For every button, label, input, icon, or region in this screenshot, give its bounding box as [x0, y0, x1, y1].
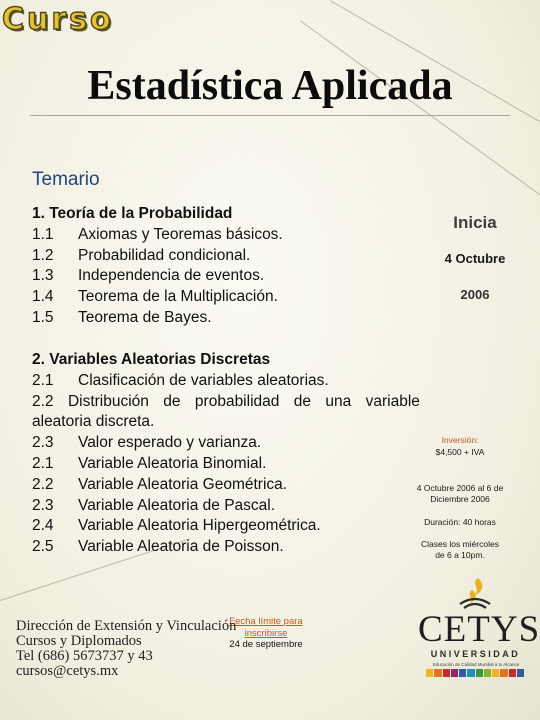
start-year: 2006 — [460, 287, 490, 302]
item-word: variable — [365, 392, 420, 410]
color-stripe-segment — [484, 669, 491, 677]
item-text: Teorema de Bayes. — [78, 308, 212, 326]
course-dates-line2: Diciembre 2006 — [430, 494, 490, 504]
list-item — [32, 392, 420, 413]
item-number: 2.1 — [32, 371, 54, 389]
start-date: 4 Octubre — [444, 251, 506, 266]
deadline-date: 24 de septiembre — [229, 639, 303, 650]
temario-heading: Temario — [32, 169, 100, 190]
item-text: Variable Aleatoria de Pascal. — [78, 496, 276, 514]
list-item — [32, 454, 420, 475]
color-stripe-segment — [517, 669, 524, 677]
list-item — [32, 287, 283, 308]
item-text: Variable Aleatoria Hipergeométrica. — [78, 517, 321, 535]
item-text: Variable Aleatoria Geométrica. — [78, 475, 288, 493]
color-stripe — [426, 669, 524, 677]
item-word: de — [293, 392, 312, 410]
class-schedule — [400, 539, 520, 561]
item-word: de — [163, 392, 181, 410]
item-text: Clasificación de variables aleatorias. — [78, 371, 329, 389]
color-stripe-segment — [451, 669, 458, 677]
start-label: Inicia — [453, 213, 497, 232]
contact-department: Dirección de Extensión y Vinculación — [16, 618, 237, 634]
cetys-tagline: Educación de Calidad Mundial a tu Alcance — [432, 662, 520, 667]
list-item — [32, 266, 283, 287]
item-text: Variable Aleatoria de Poisson. — [78, 538, 284, 556]
schedule-line2: de 6 a 10pm. — [435, 550, 485, 560]
item-word: probabilidad — [194, 392, 280, 410]
deadline-label-line1: Fecha límite para — [229, 616, 303, 627]
deadline-label-line2: inscribirse — [244, 627, 288, 639]
item-number: 1.5 — [32, 308, 54, 326]
color-stripe-segment — [459, 669, 466, 677]
flame-icon — [452, 576, 498, 610]
item-number: 2.2 — [32, 475, 54, 493]
section-2-title: 2. Variables Aleatorias Discretas — [32, 351, 271, 368]
list-item — [32, 475, 420, 496]
color-stripe-segment — [467, 669, 474, 677]
item-number: 2.3 — [32, 434, 54, 452]
color-stripe-segment — [443, 669, 450, 677]
item-number: 2.4 — [32, 517, 54, 535]
item-number: 2.2 — [32, 392, 54, 410]
list-item — [32, 433, 420, 454]
list-item — [32, 246, 283, 267]
investment-label: Inversión: — [441, 435, 479, 445]
list-item — [32, 537, 420, 558]
contact-email: cursos@cetys.mx — [16, 663, 119, 679]
color-stripe-segment — [500, 669, 507, 677]
item-number: 2.5 — [32, 538, 54, 556]
color-stripe-segment — [426, 669, 433, 677]
list-item — [32, 371, 420, 392]
color-stripe-segment — [509, 669, 516, 677]
cetys-logo-text: CETYS — [418, 609, 540, 650]
item-number: 1.1 — [32, 225, 54, 243]
list-item — [32, 516, 420, 537]
course-dates — [400, 483, 520, 505]
color-stripe-segment — [476, 669, 483, 677]
page-title: Estadística Aplicada — [87, 63, 453, 109]
schedule-line1: Clases los miércoles — [421, 539, 499, 549]
item-continuation: aleatoria discreta. — [32, 413, 155, 431]
list-item — [32, 496, 420, 517]
section-1-title: 1. Teoría de la Probabilidad — [32, 205, 233, 222]
item-text: Axiomas y Teoremas básicos. — [78, 225, 283, 243]
list-item — [32, 308, 283, 329]
course-dates-line1: 4 Octubre 2006 al 6 de — [416, 483, 504, 493]
item-text: Teorema de la Multiplicación. — [78, 288, 278, 306]
item-number: 1.2 — [32, 246, 54, 264]
contact-phone: Tel (686) 5673737 y 43 — [16, 648, 153, 664]
title-divider — [30, 115, 510, 116]
color-stripe-segment — [492, 669, 499, 677]
course-duration: Duración: 40 horas — [424, 517, 496, 527]
cetys-subtitle: UNIVERSIDAD — [430, 649, 521, 659]
item-number: 2.1 — [32, 454, 54, 472]
contact-block — [16, 619, 236, 679]
list-item — [32, 225, 283, 246]
item-word: una — [325, 392, 352, 410]
item-text: Independencia de eventos. — [78, 267, 265, 285]
item-text: Probabilidad condicional. — [78, 246, 251, 264]
item-number: 2.3 — [32, 496, 54, 514]
item-text: Variable Aleatoria Binomial. — [78, 454, 267, 472]
section-1 — [32, 204, 283, 329]
item-word: Distribución — [67, 392, 149, 410]
color-stripe-segment — [434, 669, 441, 677]
item-text: Valor esperado y varianza. — [78, 434, 262, 452]
item-number: 1.4 — [32, 288, 54, 306]
contact-program: Cursos y Diplomados — [16, 633, 142, 649]
curso-logo: Curso — [2, 2, 114, 37]
section-2 — [32, 350, 420, 558]
investment-value: $4,500 + IVA — [435, 447, 485, 457]
item-number: 1.3 — [32, 267, 54, 285]
